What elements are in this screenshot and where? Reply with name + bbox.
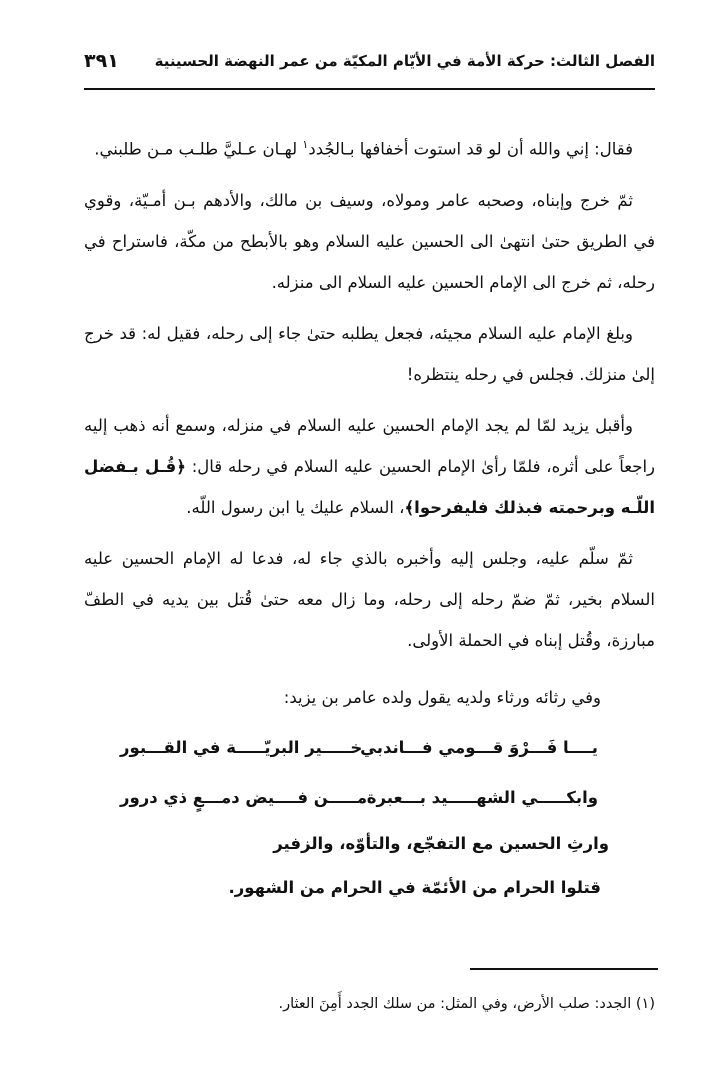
paragraph-1	[84, 124, 655, 170]
main-text	[84, 124, 655, 671]
page-number: ٣٩١	[84, 50, 119, 72]
verse-1-second-hemistich: خـــــير البريّـــــة في القـــبور	[120, 738, 363, 757]
poem-intro: وفي رثائه ورثاء ولديه يقول ولده عامر بن يزيد:	[283, 688, 601, 707]
paragraph-5: ثمّ سلّم عليه، وجلس إليه وأخبره بالذي جاء له، فدعا له الإمام الحسين عليه السلام بخير، ثمّ ضمّ رحله إلى رحله، وما زال معه حتىٰ قُتل بين يديه في الطفّ مبارزة، وقُتل إبناه في الحملة الأولى.	[84, 548, 655, 650]
header-divider	[84, 88, 655, 90]
footnote-text: الجدد: صلب الأرض، وفي المثل: من سلك الجدد أَمِنَ العثار.	[278, 996, 632, 1012]
paragraph-4	[84, 405, 655, 528]
paragraph-2: ثمّ خرج وإبناه، وصحبه عامر ومولاه، وسيف بن مالك، والأدهم بـن أمـيّة، وقوي في الطريق حتىٰ انتهىٰ الى الحسين عليه السلام وهو بالأبطح من مكّة، فاستراح في رحله، ثم خرج الى الإمام الحسين عليه السلام الى منزله.	[84, 190, 655, 292]
verse-1-first-hemistich: يــــا فَـــرْوَ قـــومي فـــاندبي	[360, 738, 598, 757]
paragraph-4-text: وأقبل يزيد لمّا لم يجد الإمام الحسين عليه السلام في منزله، وسمع أنه ذهب إليه راجعاً على أثره، فلمّا رأىٰ الإمام الحسين عليه السلام في رحله قال:	[84, 415, 656, 476]
poem-verse-2	[120, 788, 598, 822]
verse-2-second-hemistich: مـــــن فــــيض دمـــعٍ ذي درور	[120, 788, 368, 807]
page-header	[84, 46, 655, 86]
chapter-title: الفصل الثالث: حركة الأمة في الأيّام المكيّة من عمر النهضة الحسينية	[154, 52, 655, 70]
paragraph-1-text: فقال: إني والله أن لو قد استوت أخفافها بـالجُدد	[308, 139, 633, 159]
quran-quote: ﴿قُـل بـفضل اللّـه وبرحمته فبذلك فليفرحوا﴾	[84, 456, 655, 517]
footnote-divider	[470, 968, 658, 970]
paragraph-1-text-end: لهـان عـليَّ طلـب مـن طلبني.	[94, 139, 303, 159]
footnote-marker: ١	[302, 138, 309, 151]
footnote	[279, 996, 655, 1012]
footnote-number: (١)	[635, 996, 655, 1012]
paragraph-4-text-end: ، السلام عليك يا ابن رسول اللّه.	[186, 497, 405, 517]
verse-2-first-hemistich: وابكـــــي الشهـــــيد بـــعبرة	[366, 788, 598, 807]
poem-line-3: وارثِ الحسين مع التفجّع، والتأوّه، والزفير	[273, 834, 609, 853]
poem-verse-1	[120, 738, 598, 772]
paragraph-3: وبلغ الإمام عليه السلام مجيئه، فجعل يطلبه حتىٰ جاء إلى رحله، فقيل له: قد خرج إلىٰ منزلك. فجلس في رحله ينتظره!	[84, 323, 655, 384]
poem-line-4: قتلوا الحرام من الأئمّة في الحرام من الشهور.	[228, 878, 601, 897]
